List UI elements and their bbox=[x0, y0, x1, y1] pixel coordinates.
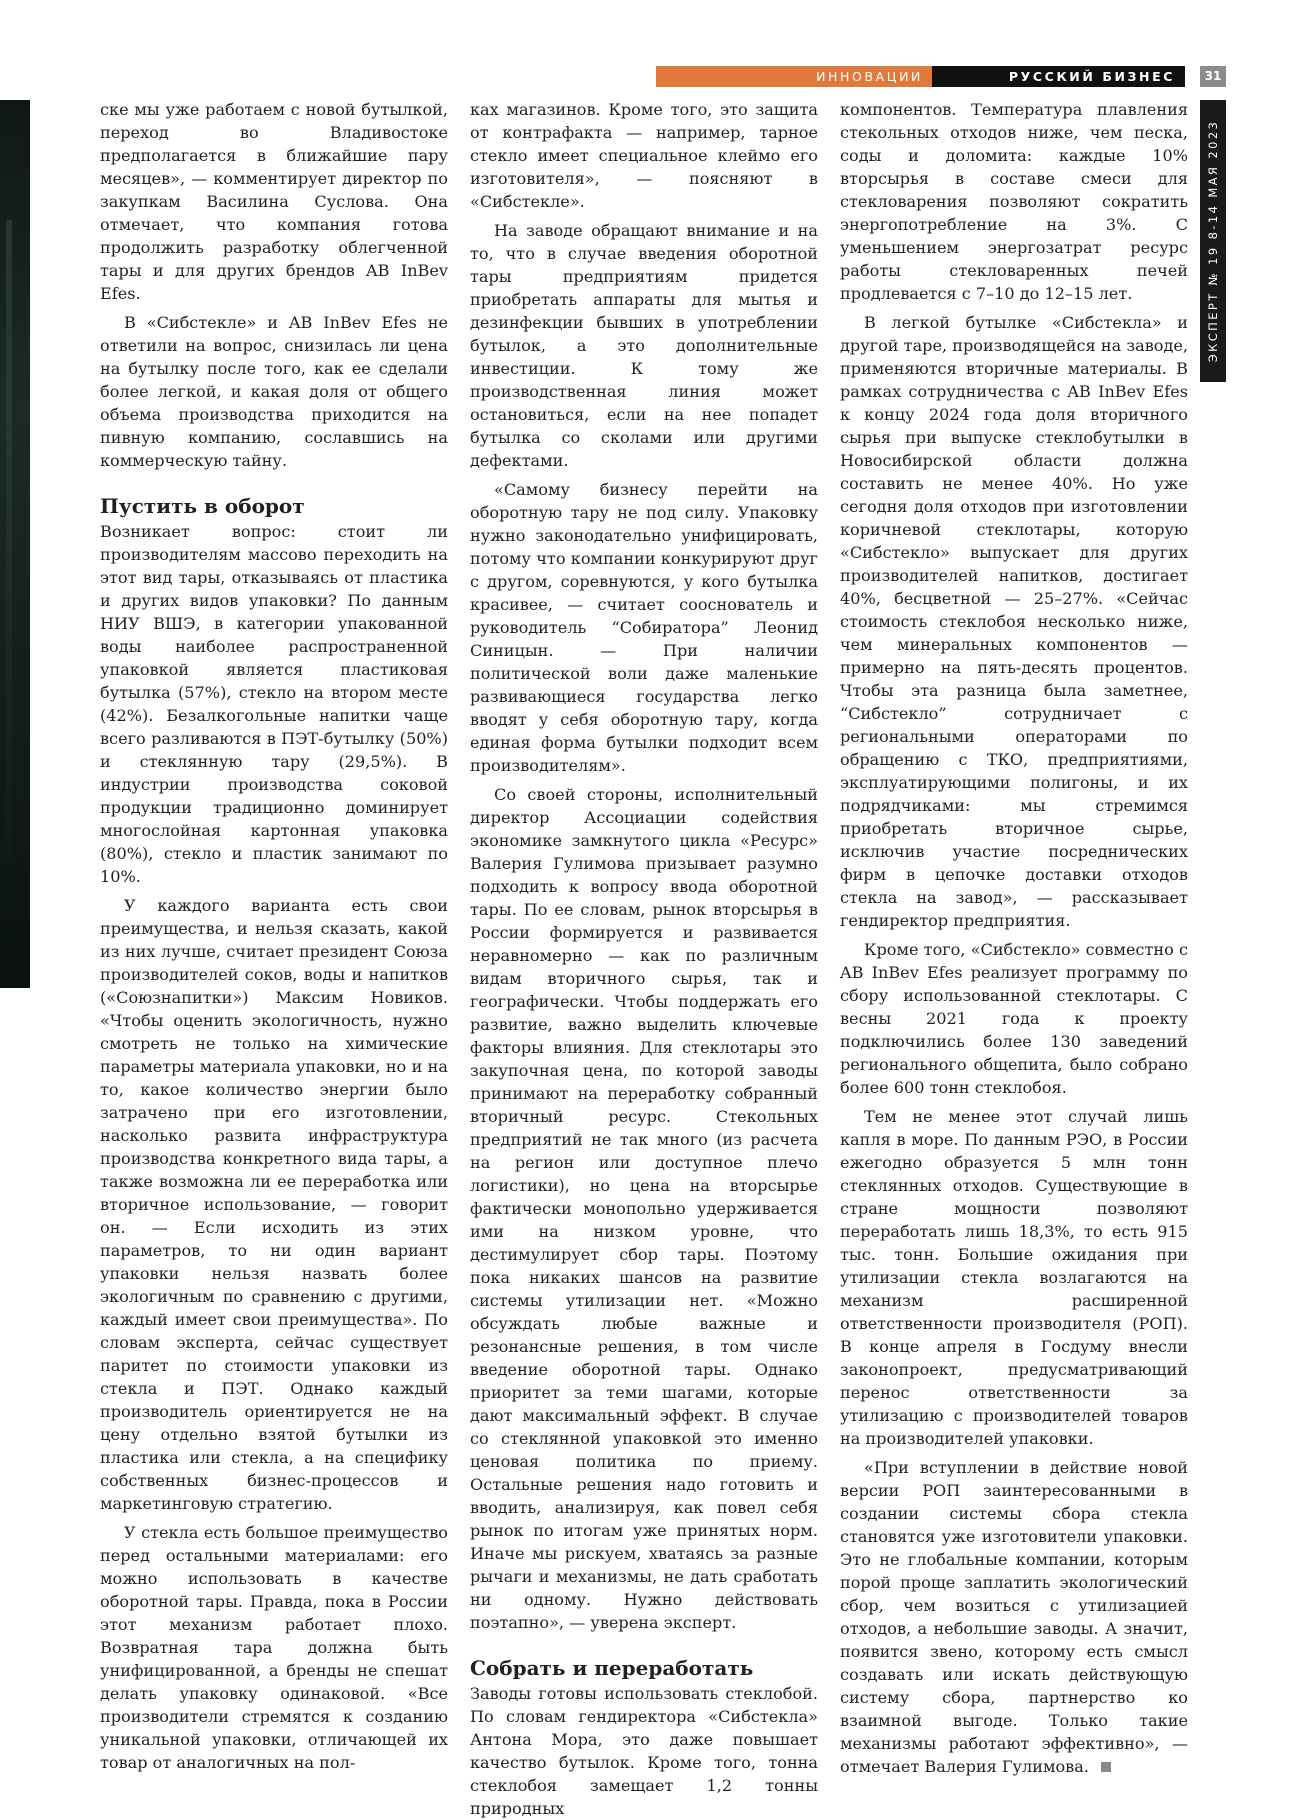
rubric-label: ИННОВАЦИИ bbox=[656, 66, 932, 87]
paragraph: Заводы готовы использовать стеклобой. По словам гендиректора «Сибстекла» Антона Мора, это даже повышает качество бутылок. Кроме того, тонна стеклобоя замещает 1,2 тонны природных bbox=[470, 1684, 818, 1818]
paragraph: компонентов. Температура плавления стекольных отходов ниже, чем песка, соды и доломита: каждые 10% вторсырья в составе смеси для стекловарения позволяют сократить энергопотребление на 3%. С уменьшением энергозатрат ресурс работы стекловаренных печей продлевается с 7–10 до 12–15 лет. bbox=[840, 100, 1188, 303]
paragraph: ках магазинов. Кроме того, это защита от контрафакта — например, тарное стекло имеет специальное клеймо его изготовителя», — поясняют в «Сибстекле». bbox=[470, 100, 818, 211]
paragraph: Возникает вопрос: стоит ли производителям массово переходить на этот вид тары, отказываясь от пластика и других видов упаковки? По данным НИУ ВШЭ, в категории упакованной воды наиболее распространенной упаковкой является пластиковая бутылка (57%), стекло на втором месте (42%). Безалкогольные напитки чаще всего разливаются в ПЭТ-бутылку (50%) и стеклянную тару (29,5%). В индустрии производства соковой продукции традиционно доминирует многослойная картонная упаковка (80%), стекло и пластик занимают по 10%. bbox=[100, 522, 448, 886]
subheading: Пустить в оборот bbox=[100, 494, 305, 518]
paragraph: Тем не менее этот случай лишь капля в море. По данным РЭО, в России ежегодно образуется 5 млн тонн стеклянных отходов. Существующие в стране мощности позволяют переработать лишь 18,3%, то есть 915 тыс. тонн. Большие ожидания при утилизации стекла возлагаются на механизм расширенной ответственности производителя (РОП). В конце апреля в Госдуму внесли законопроект, предусматривающий перенос ответственности за утилизацию с производителей товаров на производителей упаковки. bbox=[840, 1107, 1188, 1448]
subheading: Собрать и переработать bbox=[470, 1656, 754, 1680]
paragraph: У стекла есть большое преимущество перед остальными материалами: его можно использовать в качестве оборотной тары. Правда, пока в России этот механизм работает плохо. Возвратная тара должна быть унифицированной, а бренды не спешат делать упаковку одинаковой. «Все производители стремятся к созданию уникальной упаковки, отличающей их товар от аналогичных на пол- bbox=[100, 1523, 448, 1772]
paragraph: В легкой бутылке «Сибстекла» и другой таре, производящейся на заводе, применяются вторичные материалы. В рамках сотрудничества с AB InBev Efes к концу 2024 года доля вторичного сырья при выпуске стеклобутылки в Новосибирской области должна составить не менее 40%. Но уже сегодня доля отходов при изготовлении коричневой стеклотары, которую «Сибстекло» выпускает для других производителей напитков, достигает 40%, бесцветной — 25–27%. «Сейчас стоимость стеклобоя несколько ниже, чем минеральных компонентов — примерно на пять-десять процентов. Чтобы эта разница была заметнее, “Сибстекло” сотрудничает с региональными операторами по обращению с ТКО, предприятиями, эксплуатирующими полигоны, и их подрядчиками: мы стремимся приобретать вторичное сырье, исключив участие посреднических фирм в цепочке доставки отходов стекла на завод», — рассказывает гендиректор предприятия. bbox=[840, 313, 1188, 930]
paragraph-text: «При вступлении в действие новой версии РОП заинтересованными в создании системы сбора стекла становятся уже изготовители упаковки. Это не глобальные компании, которым порой проще заплатить экологический сбор, чем возиться с утилизацией отходов, а небольшие заводы. А значит, появится звено, которому есть смысл создавать или искать действующую систему сбора, партнерство ко взаимной выгоде. Только такие механизмы работают эффективно», — отмечает Валерия Гулимова. bbox=[840, 1458, 1188, 1776]
paragraph: В «Сибстекле» и AB InBev Efes не ответили на вопрос, снизилась ли цена на бутылку после того, как ее сделали более легкой, и какая доля от общего объема производства приходится на пивную компанию, сославшись на коммерческую тайну. bbox=[100, 313, 448, 470]
article-column-3 bbox=[840, 98, 1188, 1776]
paragraph: «Самому бизнесу перейти на оборотную тару не под силу. Упаковку нужно законодательно унифицировать, потому что компании конкурируют друг с другом, соревнуются, у кого бутылка красивее, — считает сооснователь и руководитель “Собиратора” Леонид Синицын. — При наличии политической воли даже маленькие развивающиеся государства легко вводят у себя оборотную тару, когда единая форма бутылки подходит всем производителям». bbox=[470, 480, 818, 775]
paragraph: ске мы уже работаем с новой бутылкой, переход во Владивостоке предполагается в ближайшие пару месяцев», — комментирует директор по закупкам Василина Суслова. Она отмечает, что компания готова продолжить разработку облегченной тары и для других брендов AB InBev Efes. bbox=[100, 100, 448, 303]
paragraph: Со своей стороны, исполнительный директор Ассоциации содействия экономике замкнутого цикла «Ресурс» Валерия Гулимова призывает разумно подходить к вопросу ввода оборотной тары. По ее словам, рынок вторсырья в России формируется и развивается неравномерно — как по различным видам вторичного сырья, так и географически. Чтобы поддержать его развитие, важно выделить ключевые факторы влияния. Для стеклотары это закупочная цена, по которой заводы принимают на переработку собранный вторичный ресурс. Стекольных предприятий не так много (из расчета на регион или доступное плечо логистики), но цена на вторсырье фактически монопольно удерживается ими на низком уровне, что дестимулирует сбор тары. Поэтому пока никаких шансов на развитие системы утилизации нет. «Можно обсуждать любые важные и резонансные решения, в том числе введение оборотной тары. Однако приоритет за теми шагами, которые дают максимальный эффект. В случае со стеклянной упаковкой это именно ценовая политика по приему. Остальные решения надо готовить и вводить, анализируя, как повел себя рынок по итогам уже принятых норм. Иначе мы рискуем, хватаясь за разные рычаги и механизмы, не дать сработать ни одному. Нужно действовать поэтапно», — уверена эксперт. bbox=[470, 785, 818, 1632]
photo-edge bbox=[0, 100, 30, 988]
page-number: 31 bbox=[1200, 66, 1226, 87]
article-column-1 bbox=[100, 98, 448, 1772]
paragraph: На заводе обращают внимание и на то, что в случае введения оборотной тары предприятиям придется приобретать аппараты для мытья и дезинфекции бывших в употреблении бутылок, а это дополнительные инвестиции. К тому же производственная линия может остановиться, если на нее попадет бутылка со сколами или другими дефектами. bbox=[470, 221, 818, 470]
end-of-article-mark bbox=[1101, 1762, 1111, 1772]
article-column-2 bbox=[470, 98, 818, 1818]
page-header bbox=[656, 66, 1185, 87]
paragraph: У каждого варианта есть свои преимущества, и нельзя сказать, какой из них лучше, считает президент Союза производителей соков, воды и напитков («Союзнапитки») Максим Новиков. «Чтобы оценить экологичность, нужно смотреть не только на химические параметры материала упаковки, но и на то, какое количество энергии было затрачено при его изготовлении, насколько развита инфраструктура производства конкретного вида тары, а также возможна ли ее переработка или вторичное использование, — говорит он. — Если исходить из этих параметров, то ни один вариант упаковки нельзя назвать более экологичным по сравнению с другими, каждый имеет свои преимущества». По словам эксперта, сейчас существует паритет по стоимости упаковки из стекла и ПЭТ. Однако каждый производитель ориентируется не на цену отдельно взятой бутылки из пластика или стекла, а на специфику собственных бизнес-процессов и маркетинговую стратегию. bbox=[100, 896, 448, 1513]
section-label: РУССКИЙ БИЗНЕС bbox=[932, 66, 1185, 87]
paragraph: Кроме того, «Сибстекло» совместно с AB InBev Efes реализует программу по сбору использованной стеклотары. С весны 2021 года к проекту подключились более 130 заведений регионального общепита, было собрано более 600 тонн стеклобоя. bbox=[840, 940, 1188, 1097]
issue-label: ЭКСПЕРТ № 19 8-14 МАЯ 2023 bbox=[1206, 119, 1220, 363]
paragraph-last bbox=[840, 1456, 1188, 1778]
issue-sidebar bbox=[1200, 100, 1226, 382]
